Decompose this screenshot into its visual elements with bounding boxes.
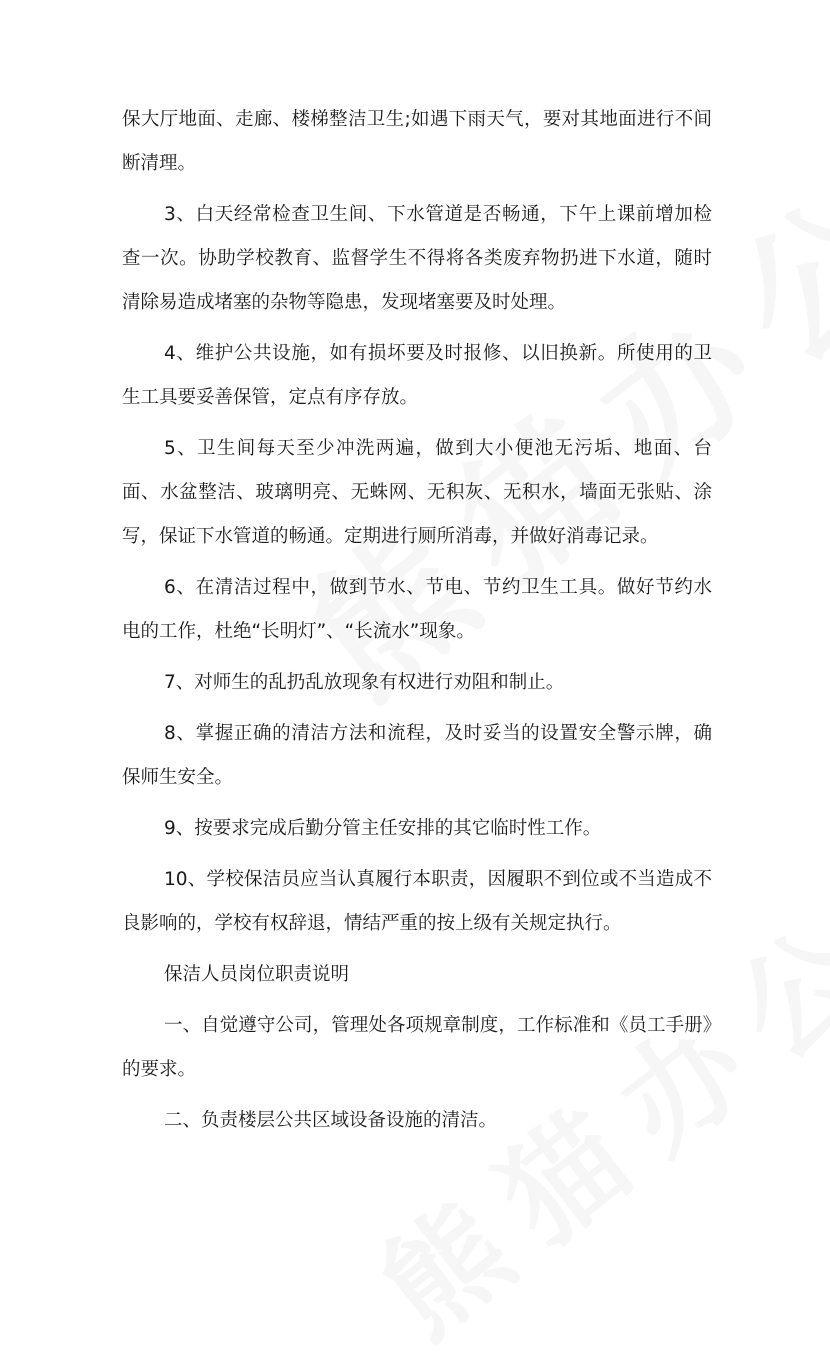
paragraph: 7、对师生的乱扔乱放现象有权进行劝阻和制止。 [164, 672, 565, 693]
paragraph: 3、白天经常检查卫生间、下水管道是否畅通，下午上课前增加检查一次。协助学校教育、监督学生不得将各类废弃物扔进下水道，随时清除易造成堵塞的杂物等隐患，发现堵塞要及时处理。 [122, 204, 712, 313]
paragraph: 4、维护公共设施，如有损坏要及时报修、以旧换新。所使用的卫生工具要妥善保管，定点有序存放。 [122, 343, 712, 408]
paragraph: 10、学校保洁员应当认真履行本职责，因履职不到位或不当造成不良影响的，学校有权辞退，情结严重的按上级有关规定执行。 [122, 869, 712, 934]
paragraph: 9、按要求完成后勤分管主任安排的其它临时性工作。 [164, 818, 602, 839]
paragraph: 5、卫生间每天至少冲洗两遍，做到大小便池无污垢、地面、台面、水盆整洁、玻璃明亮、无蛛网、无积灰、无积水，墙面无张贴、涂写，保证下水管道的畅通。定期进行厕所消毒，并做好消毒记录。 [122, 438, 712, 547]
paragraph: 保大厅地面、走廊、楼梯整洁卫生;如遇下雨天气，要对其地面进行不间断清理。 [122, 109, 712, 174]
paragraph: 二、负责楼层公共区域设备设施的清洁。 [164, 1110, 498, 1131]
section-heading: 保洁人员岗位职责说明 [164, 964, 350, 985]
paragraph: 一、自觉遵守公司，管理处各项规章制度，工作标准和《员工手册》的要求。 [122, 1015, 712, 1080]
document-body [122, 98, 712, 1150]
paragraph: 6、在清洁过程中，做到节水、节电、节约卫生工具。做好节约水电的工作，杜绝“长明灯”、“长流水”现象。 [122, 577, 712, 642]
paragraph: 8、掌握正确的清洁方法和流程，及时妥当的设置安全警示牌，确保师生安全。 [122, 723, 712, 788]
